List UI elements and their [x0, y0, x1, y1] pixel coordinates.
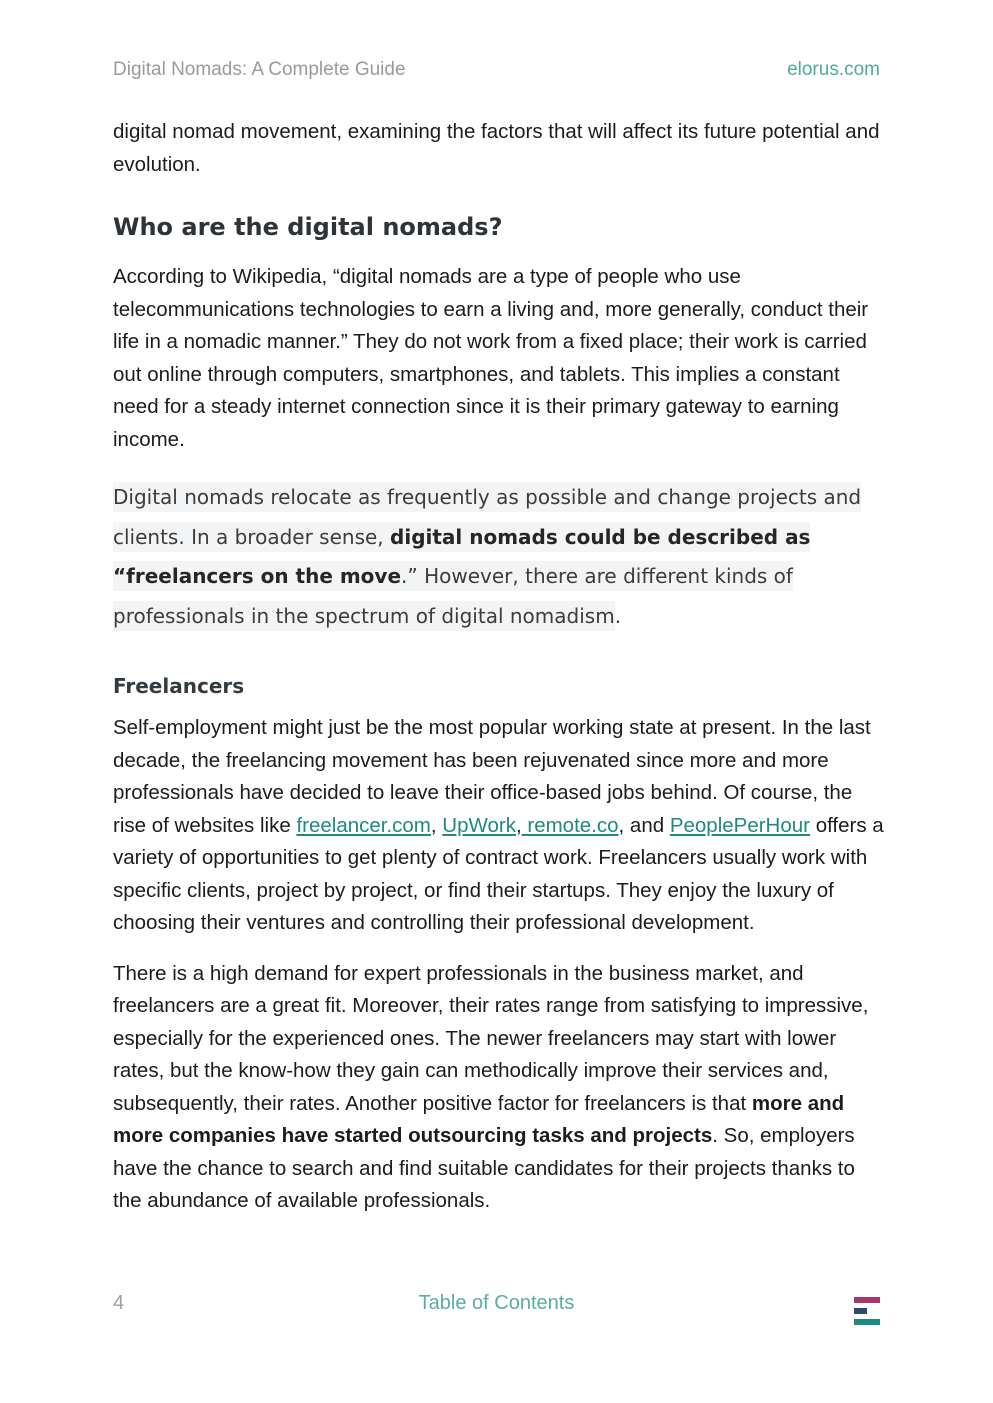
logo-bar-bottom — [854, 1319, 880, 1325]
paragraph-text: offers a variety of opportunities to get plenty of contract work. Freelancers usually work with specific clients, project by project, or find their startups. They enjoy the luxury of choosing their ventures and controlling their professional development. — [113, 813, 884, 934]
paragraph-spacer — [113, 940, 885, 958]
separator: , — [515, 813, 522, 837]
subheading-freelancers: Freelancers — [113, 674, 245, 698]
freelancers-paragraph-2 — [113, 958, 885, 1218]
page-number: 4 — [113, 1292, 125, 1314]
link-freelancer-com[interactable]: freelancer.com — [296, 813, 431, 837]
paragraph-text: There is a high demand for expert professionals in the business market, and freelancers are a great fit. Moreover, their rates range from satisfying to impressive, especially for the experienced ones. The newer freelancers may start with lower rates, but the know-how they gain can methodically improve their services and, subsequently, their rates. Another positive factor for freelancers is that — [113, 961, 869, 1115]
quote-text-end: .” However, there are different kinds of professionals in the spectrum of digital nomadism — [113, 564, 793, 628]
section-heading-who-are-digital-nomads: Who are the digital nomads? — [113, 213, 503, 241]
separator: , and — [618, 813, 670, 837]
freelancers-paragraph-1 — [113, 712, 885, 940]
paragraph-text: . So, employers have the chance to search and find suitable candidates for their projects thanks to the abundance of available professionals. — [113, 1124, 855, 1212]
quote-period: . — [614, 603, 622, 628]
definition-paragraph: According to Wikipedia, “digital nomads are a type of people who use telecommunications technologies to earn a living and, more generally, conduct their life in a nomadic manner.” They do not work from a fixed place; their work is carried out online through computers, smartphones, and tablets. This implies a constant need for a steady internet connection since it is their primary gateway to earning income. — [113, 265, 869, 451]
logo-bar-middle — [854, 1308, 867, 1314]
link-peopleperhour[interactable]: PeoplePerHour — [669, 813, 810, 837]
quote-bold-text: digital nomads could be described as “freelancers on the move — [113, 524, 811, 588]
elorus-logo-icon[interactable] — [854, 1297, 880, 1327]
link-upwork[interactable]: UpWork — [442, 813, 516, 837]
site-name[interactable]: elorus.com — [787, 59, 880, 80]
link-remote-co[interactable]: remote.co — [521, 813, 619, 837]
quote-text-start: Digital nomads relocate as frequently as possible and change projects and clients. In a broader sense, — [113, 485, 862, 549]
page-footer — [113, 1290, 880, 1330]
logo-bar-top — [854, 1297, 880, 1303]
page-content — [113, 116, 885, 1218]
paragraph-text: Self-employment might just be the most popular working state at present. In the last decade, the freelancing movement has been rejuvenated since more and more professionals have decided to leave their office-based jobs behind. Of course, the rise of websites like — [113, 716, 871, 837]
table-of-contents-link[interactable]: Table of Contents — [418, 1292, 575, 1314]
intro-continuation: digital nomad movement, examining the factors that will affect its future potential and evolution. — [113, 120, 880, 176]
quote-highlight — [113, 482, 861, 631]
document-title: Digital Nomads: A Complete Guide — [113, 59, 406, 80]
page-header — [113, 59, 880, 81]
highlighted-quote — [113, 478, 885, 636]
bold-emphasis: more and more companies have started outsourcing tasks and projects — [113, 1091, 845, 1147]
separator: , — [430, 813, 443, 837]
